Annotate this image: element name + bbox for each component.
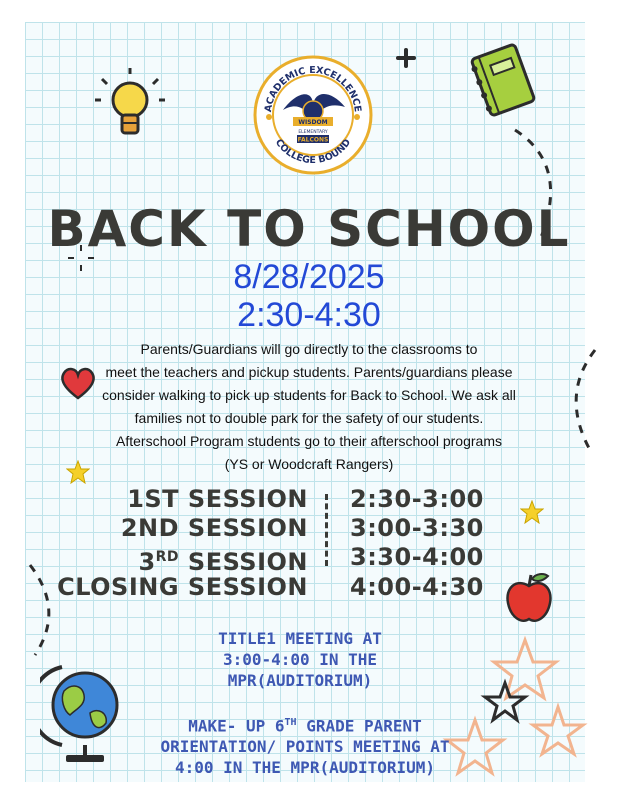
session-2-label: 2ND SESSION <box>120 514 308 542</box>
closing-session-time: 4:00-4:30 <box>350 573 484 601</box>
makeup-orientation-notice <box>140 712 470 778</box>
description-line: meet the teachers and pickup students. Parents/guardians please <box>105 364 513 380</box>
session-1-time: 2:30-3:00 <box>350 485 484 513</box>
description-line: consider walking to pick up students for Back to School. We ask all <box>102 387 516 403</box>
page-title: BACK TO SCHOOL <box>47 200 571 258</box>
closing-session-label: CLOSING SESSION <box>57 573 308 601</box>
logo-bottom-text: COLLEGE BOUND <box>272 137 354 167</box>
title1-meeting-notice <box>190 628 410 691</box>
session-3-time: 3:30-4:00 <box>350 543 484 571</box>
globe-icon <box>40 655 130 765</box>
description-line: Afterschool Program students go to their afterschool programs <box>116 433 502 449</box>
lightbulb-icon <box>95 68 165 143</box>
notice-line: 3:00-4:00 IN THE <box>222 650 378 669</box>
notice-line: 4:00 IN THE MPR(AUDITORIUM) <box>174 758 436 778</box>
session-3-label: 3RD SESSION <box>138 548 308 576</box>
logo-top-text: ACADEMIC EXCELLENCE <box>263 64 363 113</box>
notebook-icon <box>468 40 538 120</box>
description-line: Parents/Guardians will go directly to the classrooms to <box>140 341 478 357</box>
description-line: families not to double park for the safety of our students. <box>134 410 484 426</box>
plus-icon <box>396 48 416 68</box>
session-1-label: 1ST SESSION <box>127 485 308 513</box>
logo-banner-mid: ELEMENTARY <box>298 130 328 135</box>
logo-banner-bottom: FALCONS <box>297 136 329 144</box>
apple-icon <box>502 570 556 626</box>
school-logo-seal <box>253 55 373 175</box>
description-line: (YS or Woodcraft Rangers) <box>224 456 394 472</box>
notice-line: MPR(AUDITORIUM) <box>227 671 373 690</box>
notice-line: MAKE- UP 6TH GRADE PARENT <box>188 716 422 736</box>
session-2-time: 3:00-3:30 <box>350 514 484 542</box>
session-divider <box>325 494 328 566</box>
star-icon <box>520 500 544 524</box>
notice-line: ORIENTATION/ POINTS MEETING AT <box>160 737 450 757</box>
event-description <box>90 338 528 476</box>
event-time: 2:30-4:30 <box>237 296 381 334</box>
logo-banner-top: WISDOM <box>298 119 328 126</box>
event-date: 8/28/2025 <box>233 258 385 296</box>
notice-line: TITLE1 MEETING AT <box>218 629 382 648</box>
star-icon <box>66 460 90 484</box>
